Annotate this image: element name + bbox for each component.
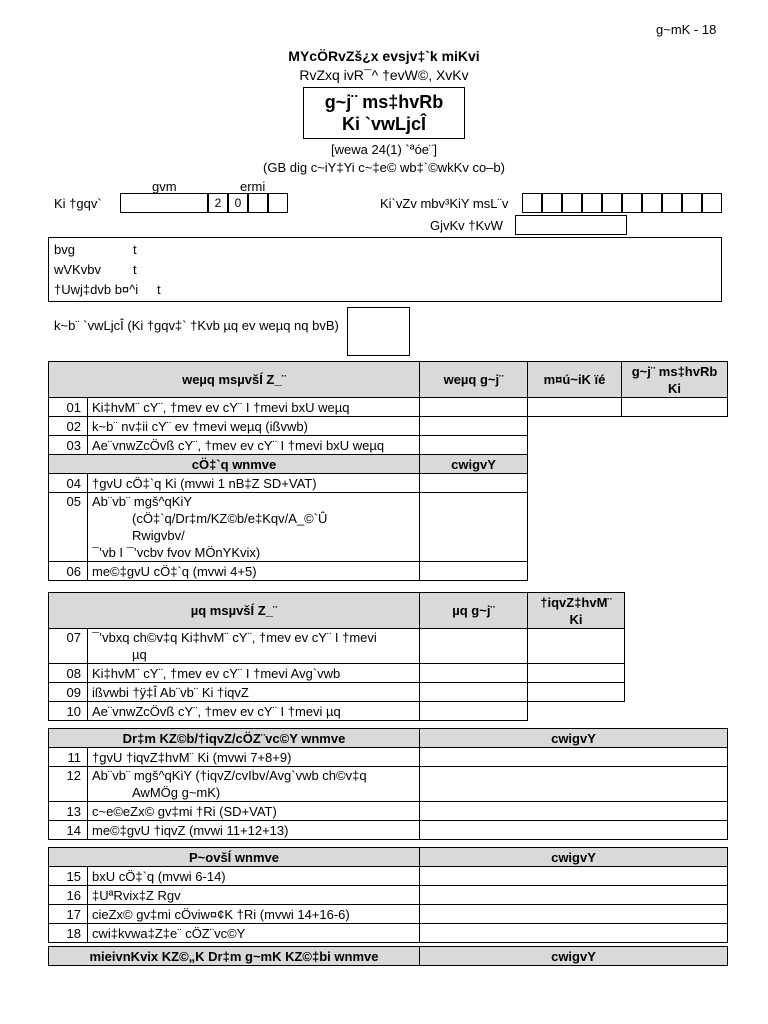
sales-value-input[interactable]: [420, 398, 528, 417]
row-label: ‡UªRvix‡Z Rgv: [88, 886, 420, 905]
row-number: 10: [49, 702, 88, 721]
row-number: 17: [49, 905, 88, 924]
registration-digit[interactable]: [662, 193, 682, 213]
form-title-line2: Ki `vwLjcÎ: [341, 114, 426, 134]
credit-table: [48, 728, 728, 840]
row-number: 07: [49, 629, 88, 664]
area-code-field[interactable]: [515, 215, 627, 235]
purchase-value-header: µq g~j¨: [420, 593, 528, 629]
form-title-box: [303, 87, 465, 139]
supplementary-duty-header: m¤ú~iK ïé: [528, 362, 622, 398]
row-label: Ki‡hvM¨ cY¨, †mev ev cY¨ I †mevi Avg`vwb: [88, 664, 420, 683]
amount-input[interactable]: [420, 886, 728, 905]
row-number: 14: [49, 821, 88, 840]
amount-input[interactable]: [420, 562, 528, 581]
rebate-input[interactable]: [528, 683, 625, 702]
address-label: wVKvbv: [54, 262, 101, 277]
row-label: Ae¨vnwZcÖvß cY¨, †mev ev cY¨ I †mevi bxU weµq: [88, 436, 420, 455]
row-number: 04: [49, 474, 88, 493]
row-number: 08: [49, 664, 88, 683]
purchase-value-input[interactable]: [420, 683, 528, 702]
row-label-line: AwMÖg g~mK): [132, 785, 221, 800]
sales-value-input[interactable]: [420, 436, 528, 455]
purchase-value-input[interactable]: [420, 702, 528, 721]
phone-label: †Uwj‡dvb b¤^i: [54, 282, 139, 297]
final-amount-header: cwigvY: [420, 848, 728, 867]
row-label: ißvwbi †ÿ‡Î Ab¨vb¨ Ki †iqvZ: [88, 683, 420, 702]
credit-section-header: Dr‡m KZ©b/†iqvZ/cÖZ¨vc©Y wnmve: [49, 729, 420, 748]
amount-input[interactable]: [420, 802, 728, 821]
registration-digit[interactable]: [582, 193, 602, 213]
row-label: [88, 767, 420, 802]
row-label-line: Ab¨vb¨ mgš^qKiY: [92, 494, 193, 509]
row-label: Ki‡hvM¨ cY¨, †mev ev cY¨ I †mevi bxU weµq: [88, 398, 420, 417]
purchase-value-input[interactable]: [420, 664, 528, 683]
credit-amount-header: cwigvY: [420, 729, 728, 748]
row-number: 01: [49, 398, 88, 417]
row-label: [88, 629, 420, 664]
name-separator: t: [133, 242, 137, 257]
tax-period-label: Ki †gqv`: [54, 196, 102, 211]
row-number: 11: [49, 748, 88, 767]
amount-input[interactable]: [420, 493, 528, 562]
registration-digit[interactable]: [642, 193, 662, 213]
registration-digit[interactable]: [522, 193, 542, 213]
registration-digit[interactable]: [622, 193, 642, 213]
row-label: Ae¨vnwZcÖvß cY¨, †mev ev cY¨ I †mevi µq: [88, 702, 420, 721]
registration-digit[interactable]: [702, 193, 722, 213]
final-section-header: P~ovšÍ wnmve: [49, 848, 420, 867]
rebate-input[interactable]: [528, 664, 625, 683]
row-number: 16: [49, 886, 88, 905]
year-digit-1[interactable]: 2: [208, 193, 228, 213]
row-label-line: ¯’vbxq ch©v‡q Ki‡hvM¨ cY¨, †mev ev cY¨ I †mevi: [92, 630, 377, 645]
row-label: bxU cÖ‡`q (mvwi 6-14): [88, 867, 420, 886]
amount-input[interactable]: [420, 924, 728, 943]
rebate-header: †iqvZ‡hvM¨ Ki: [528, 593, 625, 629]
year-label: ermi: [240, 179, 266, 194]
nil-return-checkbox[interactable]: [347, 307, 410, 356]
name-label: bvg: [54, 242, 75, 257]
row-number: 09: [49, 683, 88, 702]
taxpayer-info-box: [48, 237, 722, 302]
row-label: me©‡gvU †iqvZ (mvwi 11+12+13): [88, 821, 420, 840]
form-title-line1: g~j¨ ms‡hvRb: [324, 92, 444, 112]
amount-input[interactable]: [420, 867, 728, 886]
row-number: 03: [49, 436, 88, 455]
rule-reference: [wewa 24(1) `ªóe¨]: [331, 142, 437, 157]
registration-digit[interactable]: [562, 193, 582, 213]
year-digit-2[interactable]: 0: [228, 193, 248, 213]
phone-separator: t: [157, 282, 161, 297]
nil-return-label: k~b¨ `vwLjcÎ (Ki †gqv‡` †Kvb µq ev weµq nq bvB): [54, 318, 339, 333]
purchase-info-header: µq msµvšÍ Z_¨: [49, 593, 420, 629]
row-label-line: ¯’vb I ¯’vcbv fvov MÖnYKvix): [92, 545, 261, 560]
instruction-note: (GB dig c~iY‡Yi c~‡e© wb‡`©wkKv co–b): [263, 160, 505, 175]
amount-input[interactable]: [420, 821, 728, 840]
vat-header: g~j¨ ms‡hvRb Ki: [622, 362, 728, 398]
final-table: [48, 847, 728, 943]
org-name: MYcÖRvZš¿x evsjv‡`k miKvi: [288, 48, 480, 64]
row-number: 02: [49, 417, 88, 436]
row-number: 15: [49, 867, 88, 886]
year-digit-3[interactable]: [248, 193, 268, 213]
row-label-line: (cÖ‡`q/Dr‡m/KZ©b/e‡Kqv/A_©`Û: [132, 511, 328, 526]
sales-value-header: weµq g~j¨: [420, 362, 528, 398]
amount-input[interactable]: [420, 767, 728, 802]
row-label: cwi‡kvwa‡Z‡e¨ cÖZ¨vc©Y: [88, 924, 420, 943]
registration-label: Ki`vZv mbv³KiY msL¨v: [380, 196, 509, 211]
registration-digit[interactable]: [602, 193, 622, 213]
purchase-value-input[interactable]: [420, 629, 528, 664]
vat-input[interactable]: [622, 398, 728, 417]
address-separator: t: [133, 262, 137, 277]
amount-input[interactable]: [420, 474, 528, 493]
sales-value-input[interactable]: [420, 417, 528, 436]
row-number: 05: [49, 493, 88, 562]
rebate-input[interactable]: [528, 629, 625, 664]
payable-amount-header: cwigvY: [420, 455, 528, 474]
month-field[interactable]: [120, 193, 208, 213]
row-number: 18: [49, 924, 88, 943]
sales-info-header: weµq msµvšÍ Z_¨: [49, 362, 420, 398]
year-digit-4[interactable]: [268, 193, 288, 213]
row-label: †gvU †iqvZ‡hvM¨ Ki (mvwi 7+8+9): [88, 748, 420, 767]
amount-input[interactable]: [420, 748, 728, 767]
row-number: 13: [49, 802, 88, 821]
row-label-line: Ab¨vb¨ mgš^qKiY (†iqvZ/cvIbv/Avg`vwb ch©v‡q: [92, 768, 367, 783]
row-label: c~e©eZx© gv‡mi †Ri (SD+VAT): [88, 802, 420, 821]
withholding-amount-header: cwigvY: [420, 947, 728, 966]
row-number: 06: [49, 562, 88, 581]
department-name: RvZxq ivR¯^ †evW©, XvKv: [299, 67, 469, 83]
row-label: me©‡gvU cÖ‡`q (mvwi 4+5): [88, 562, 420, 581]
row-label-line: µq: [132, 647, 147, 662]
supplementary-duty-input[interactable]: [528, 398, 622, 417]
registration-digit[interactable]: [542, 193, 562, 213]
row-label: [88, 493, 420, 562]
withholding-table: [48, 946, 728, 966]
sales-table: [48, 361, 728, 581]
purchase-table: [48, 592, 625, 721]
area-code-label: GjvKv †KvW: [430, 218, 503, 233]
registration-digit[interactable]: [682, 193, 702, 213]
payable-section-header: cÖ‡`q wnmve: [49, 455, 420, 474]
row-label: †gvU cÖ‡`q Ki (mvwi 1 nB‡Z SD+VAT): [88, 474, 420, 493]
withholding-header: mieivnKvix KZ©„K Dr‡m g~mK KZ©‡bi wnmve: [49, 947, 420, 966]
row-number: 12: [49, 767, 88, 802]
row-label: cieZx© gv‡mi cÖviw¤¢K †Ri (mvwi 14+16-6): [88, 905, 420, 924]
row-label-line: Rwigvbv/: [132, 528, 185, 543]
amount-input[interactable]: [420, 905, 728, 924]
page-number: g~mK - 18: [656, 22, 717, 37]
month-label: gvm: [152, 179, 177, 194]
row-label: k~b¨ nv‡ii cY¨ ev †mevi weµq (ißvwb): [88, 417, 420, 436]
